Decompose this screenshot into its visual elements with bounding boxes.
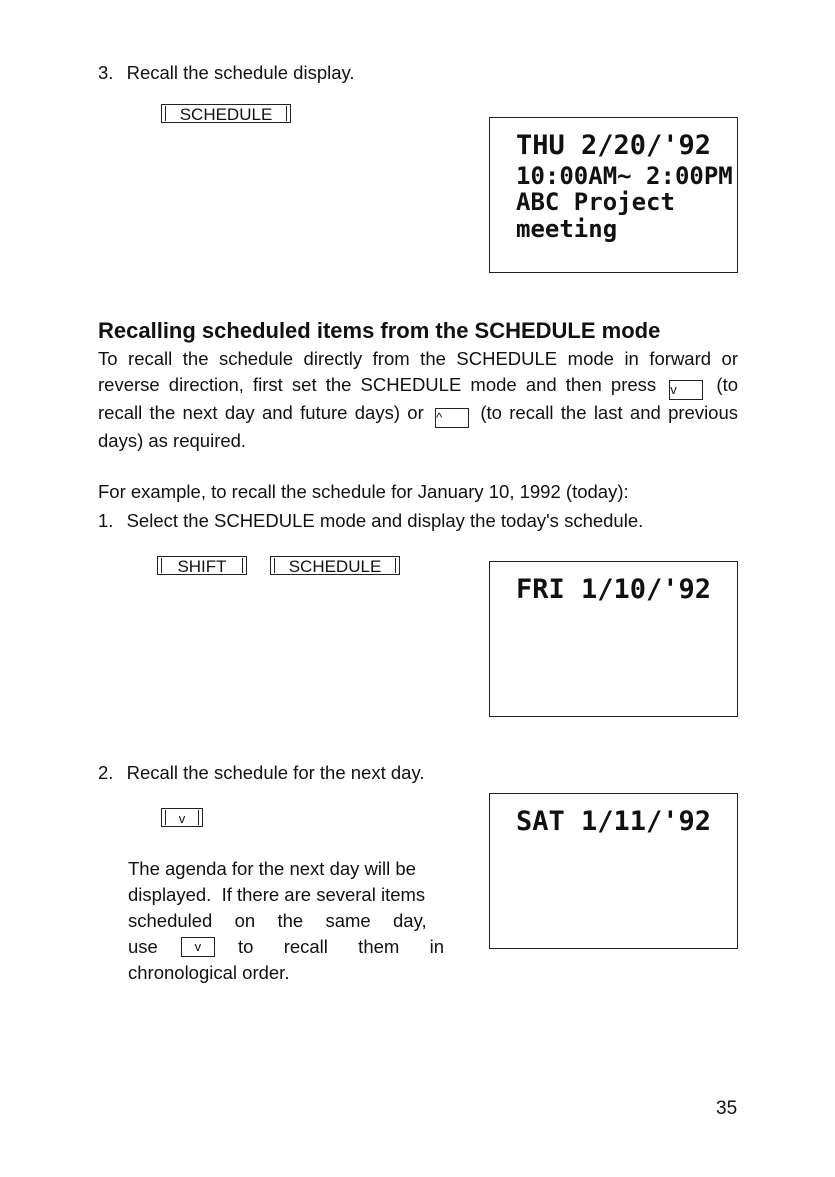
lcd-display-3 [489,793,738,949]
step-number: 3. [98,62,114,83]
display-line-2: 10:00AM~ 2:00PM [516,162,733,190]
down-arrow-key: v [181,937,215,957]
note-line-5: chronological order. [128,962,290,983]
step-number: 2. [98,762,114,783]
step-text: Recall the schedule for the next day. [126,762,425,783]
display-line-1: SAT 1/11/'92 [516,806,712,837]
lcd-display-1 [489,117,738,273]
down-arrow-key: v [669,380,703,400]
up-arrow-key: ^ [435,408,469,428]
shift-key: SHIFT [157,556,247,575]
note-line-2: displayed. If there are several items [128,884,426,905]
para-line-3: recall the next day and future days) or ^ (to recall the last and previous [98,400,738,428]
step-text: Select the SCHEDULE mode and display the today's schedule. [126,510,644,531]
note-line-1: The agenda for the next day will be [128,858,416,879]
para-line-1: To recall the schedule directly from the SCHEDULE mode in forward or [98,348,738,369]
lcd-display-2 [489,561,738,717]
note-paragraph [128,856,444,986]
para-line-2: reverse direction, first set the SCHEDULE mode and then press v (to [98,372,738,400]
step-text: Recall the schedule display. [126,62,355,83]
section-heading: Recalling scheduled items from the SCHEDULE mode [98,318,661,343]
display-line-1: THU 2/20/'92 [516,130,712,161]
step-2 [98,760,424,786]
display-line-4: meeting [516,215,618,243]
display-line-3: ABC Project [516,188,675,216]
step-1 [98,508,643,534]
intro-paragraph [98,346,738,454]
display-line-1: FRI 1/10/'92 [516,574,712,605]
step-3 [98,60,355,86]
page-number: 35 [716,1098,738,1119]
note-line-4: use v to recall them in [128,936,444,957]
note-line-3: scheduled on the same day, [128,910,427,931]
down-arrow-key: v [161,808,203,827]
example-text: For example, to recall the schedule for January 10, 1992 (today): [98,481,629,502]
para-line-4: days) as required. [98,430,247,451]
schedule-key: SCHEDULE [161,104,291,123]
schedule-key: SCHEDULE [270,556,400,575]
step-number: 1. [98,510,114,531]
